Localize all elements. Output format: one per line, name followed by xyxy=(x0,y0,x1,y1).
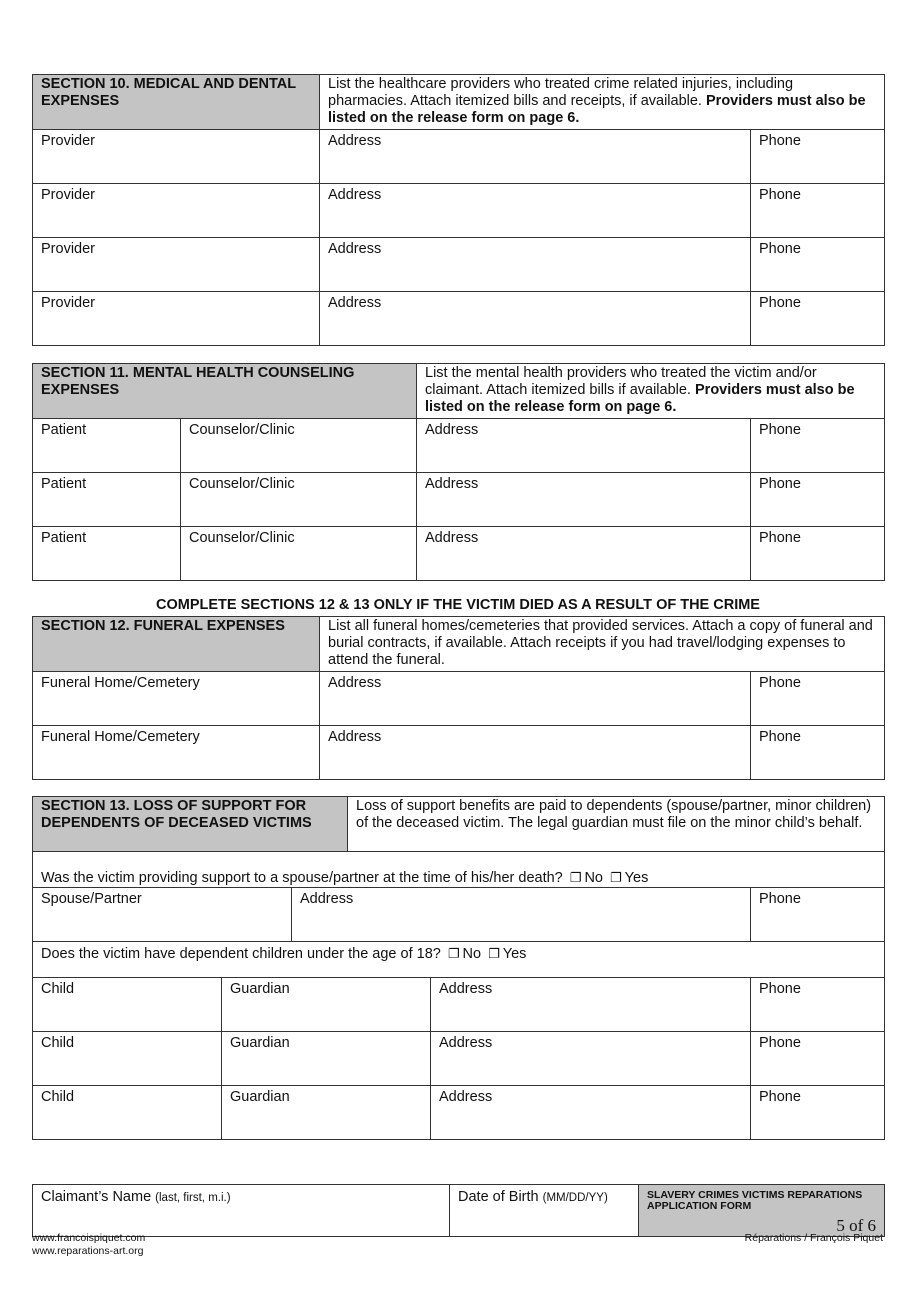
footer-form-box xyxy=(32,1184,884,1237)
counselor-clinic-field[interactable]: Counselor/Clinic xyxy=(181,473,417,527)
page-number: 5 of 6 xyxy=(836,1216,876,1235)
address-field[interactable]: Address xyxy=(431,978,751,1032)
phone-field[interactable]: Phone xyxy=(751,888,885,942)
section-13-block xyxy=(32,796,884,1140)
address-field[interactable]: Address xyxy=(417,473,751,527)
section-10-description: List the healthcare providers who treated crime related injuries, including pharmacies. Attach itemized bills and receipts, if available. Providers must also be listed on the release form on page 6. xyxy=(320,75,885,130)
counselor-clinic-field[interactable]: Counselor/Clinic xyxy=(181,527,417,581)
patient-field[interactable]: Patient xyxy=(33,527,181,581)
provider-field[interactable]: Provider xyxy=(33,292,320,346)
phone-field[interactable]: Phone xyxy=(751,130,885,184)
website-link[interactable]: www.francoispiquet.com xyxy=(32,1232,146,1244)
section-11-description: List the mental health providers who treated the victim and/or claimant. Attach itemized bills if available. Providers must also be listed on the release form on page 6. xyxy=(417,364,885,419)
phone-field[interactable]: Phone xyxy=(751,726,885,780)
section-10-title: SECTION 10. MEDICAL AND DENTAL EXPENSES xyxy=(33,75,320,130)
address-field[interactable]: Address xyxy=(320,292,751,346)
address-field[interactable]: Address xyxy=(320,184,751,238)
section-11-title: SECTION 11. MENTAL HEALTH COUNSELING EXPENSES xyxy=(33,364,417,419)
claimant-name-field[interactable]: Claimant’s Name (last, first, m.i.) xyxy=(33,1185,450,1237)
phone-field[interactable]: Phone xyxy=(751,978,885,1032)
checkbox-icon[interactable]: ❐ xyxy=(447,946,460,961)
provider-field[interactable]: Provider xyxy=(33,130,320,184)
sections-12-13-notice: COMPLETE SECTIONS 12 & 13 ONLY IF THE VICTIM DIED AS A RESULT OF THE CRIME xyxy=(156,597,760,613)
section-12 xyxy=(32,616,884,780)
date-of-birth-field[interactable]: Date of Birth (MM/DD/YY) xyxy=(450,1185,639,1237)
checkbox-icon[interactable]: ❐ xyxy=(610,870,622,885)
phone-field[interactable]: Phone xyxy=(751,473,885,527)
footer-credit: Réparations / François Piquet xyxy=(744,1232,883,1244)
spouse-partner-field[interactable]: Spouse/Partner xyxy=(33,888,292,942)
phone-field[interactable]: Phone xyxy=(751,1086,885,1140)
phone-field[interactable]: Phone xyxy=(751,292,885,346)
funeral-home-field[interactable]: Funeral Home/Cemetery xyxy=(33,726,320,780)
provider-field[interactable]: Provider xyxy=(33,184,320,238)
address-field[interactable]: Address xyxy=(320,130,751,184)
section-10 xyxy=(32,74,884,346)
section-12-description: List all funeral homes/cemeteries that provided services. Attach a copy of funeral and burial contracts, if available. Attach receipts if you had travel/lodging expenses to attend the funeral. xyxy=(320,617,885,672)
address-field[interactable]: Address xyxy=(292,888,751,942)
checkbox-icon[interactable]: ❐ xyxy=(569,870,582,885)
address-field[interactable]: Address xyxy=(320,726,751,780)
website-link[interactable]: www.reparations-art.org xyxy=(32,1245,144,1257)
child-field[interactable]: Child xyxy=(33,978,222,1032)
address-field[interactable]: Address xyxy=(431,1032,751,1086)
section-11 xyxy=(32,363,884,581)
funeral-home-field[interactable]: Funeral Home/Cemetery xyxy=(33,672,320,726)
phone-field[interactable]: Phone xyxy=(751,238,885,292)
section-12-title: SECTION 12. FUNERAL EXPENSES xyxy=(33,617,320,672)
section-13-description: Loss of support benefits are paid to dependents (spouse/partner, minor children) of the deceased victim. The legal guardian must file on the minor child’s behalf. xyxy=(348,797,885,852)
patient-field[interactable]: Patient xyxy=(33,473,181,527)
guardian-field[interactable]: Guardian xyxy=(222,1086,431,1140)
guardian-field[interactable]: Guardian xyxy=(222,978,431,1032)
address-field[interactable]: Address xyxy=(417,527,751,581)
form-title: SLAVERY CRIMES VICTIMS REPARATIONS APPLICATION FORM xyxy=(647,1189,863,1212)
checkbox-icon[interactable]: ❐ xyxy=(488,946,500,961)
phone-field[interactable]: Phone xyxy=(751,672,885,726)
spouse-support-question: Was the victim providing support to a spouse/partner at the time of his/her death? ❐ No ❐ Yes xyxy=(33,852,885,888)
address-field[interactable]: Address xyxy=(320,672,751,726)
address-field[interactable]: Address xyxy=(431,1086,751,1140)
footer-websites xyxy=(32,1232,145,1258)
address-field[interactable]: Address xyxy=(320,238,751,292)
guardian-field[interactable]: Guardian xyxy=(222,1032,431,1086)
phone-field[interactable]: Phone xyxy=(751,527,885,581)
section-13-title: SECTION 13. LOSS OF SUPPORT FOR DEPENDENTS OF DECEASED VICTIMS xyxy=(33,797,348,852)
counselor-clinic-field[interactable]: Counselor/Clinic xyxy=(181,419,417,473)
form-identifier xyxy=(639,1185,885,1237)
child-field[interactable]: Child xyxy=(33,1032,222,1086)
child-field[interactable]: Child xyxy=(33,1086,222,1140)
address-field[interactable]: Address xyxy=(417,419,751,473)
phone-field[interactable]: Phone xyxy=(751,419,885,473)
phone-field[interactable]: Phone xyxy=(751,1032,885,1086)
patient-field[interactable]: Patient xyxy=(33,419,181,473)
provider-field[interactable]: Provider xyxy=(33,238,320,292)
phone-field[interactable]: Phone xyxy=(751,184,885,238)
dependent-children-question: Does the victim have dependent children under the age of 18? ❐ No ❐ Yes xyxy=(33,942,885,978)
